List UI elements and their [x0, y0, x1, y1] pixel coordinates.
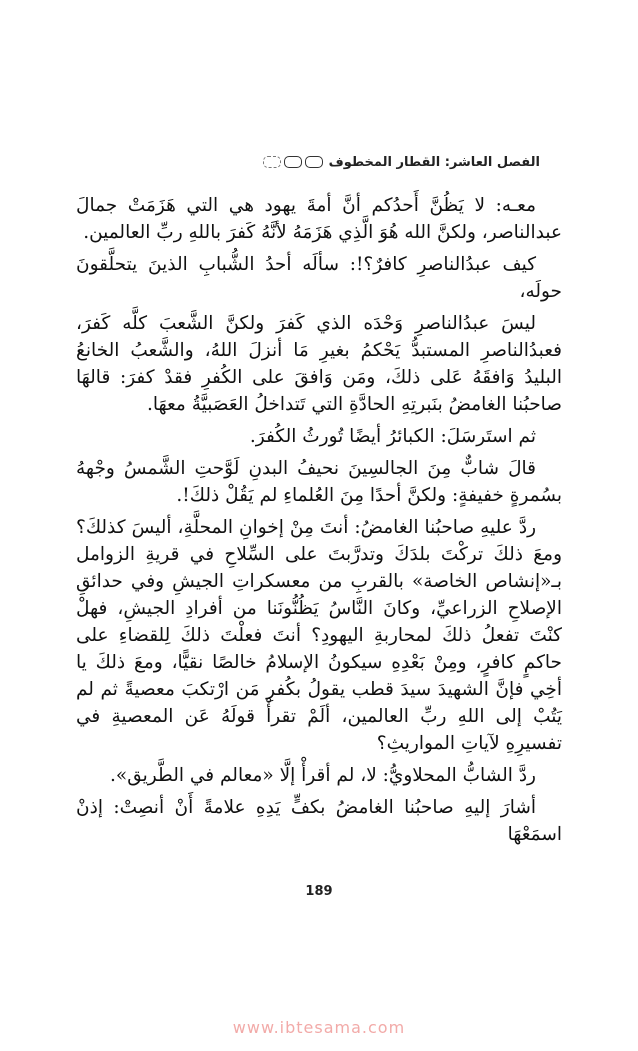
paragraph-7: ردَّ الشابُّ المحلاويُّ: لا، لم أقرأْ إلَّا «معالم في الطَّريق». [110, 765, 536, 786]
paragraph-5: قالَ شابٌّ مِنَ الجالسِينَ نحيفُ البدنِ لَوَّحتِ الشَّمسُ وجْههُ بسُمرةٍ خفيفةٍ: ولكنَّ أحدًا مِنَ العُلماءِ لم يَقُلْ ذلكَ!. [76, 458, 562, 506]
paragraph-3: ليسَ عبدُالناصرِ وَحْدَه الذي كَفرَ ولكنَّ الشَّعبَ كلَّه كَفرَ، فعبدُالناصرِ المستبدُّ يَحْكمُ بغيرِ مَا أنزلَ اللهُ، والشَّعبُ الخانعُ البليدُ وَافقَهُ عَلى ذلكَ، ومَن وَافقَ على الكُفرِ فقدْ كفرَ: قالهَا صاحبُنا الغامضُ بنَبرتِهِ الحادَّةِ التي تَتداخلُ العَصَبيَّةُ معهَا. [76, 313, 562, 415]
paragraph-8: أشارَ إليهِ صاحبُنا الغامضُ بكفٍّ يَدِهِ علامةً أَنْ أنصِتْ: إذنْ اسمَعْهَا [76, 797, 562, 845]
chapter-title: الفصل العاشر: القطار المخطوف [328, 154, 540, 170]
page-number: 189 [305, 884, 333, 899]
paragraph-6: ردَّ عليهِ صاحبُنا الغامضُ: أنتَ مِنْ إخوانِ المحلَّةِ، أليسَ كذلكَ؟ ومعَ ذلكَ تركْتَ بلدَكَ وتدرَّبتَ على السِّلاحِ في قريةِ الزوامل بـ«إنشاص الخاصة» بالقربِ من معسكراتِ الجيشِ وفي حدائقِ الإصلاحِ الزراعيِّ، وكانَ النَّاسُ يَظُنُّونَنا من أفرادِ الجيشِ، فهلْ كنْتَ تفعلُ ذلكَ لمحاربةِ اليهودِ؟ أنتَ فعلْتَ ذلكَ لِلقضاءِ على حاكمٍ كافرٍ، ومِنْ بَعْدِهِ سيكونُ الإسلامُ خالصًا نقيًّا، ومعَ ذلكَ يا أخِي فإنَّ الشهيدَ سيدَ قطب يقولُ بكُفرِ مَن ارْتكبَ معصيةً ثم لم يَتُبْ إلى اللهِ ربِّ العالمين، ألَمْ تقرأْ قولَهُ عَن المعصيةِ في تفسيرِهِ لآياتِ المواريثِ؟ [76, 517, 562, 754]
running-header [100, 150, 540, 174]
header-ornament-icon [263, 156, 323, 168]
body-text [76, 192, 562, 853]
paragraph-4: ثم استَرسَلَ: الكبائرُ أيضًا تُورثُ الكُفرَ. [249, 426, 536, 447]
ornament-shape [284, 156, 302, 168]
ornament-shape-dashed [263, 156, 281, 168]
ornament-shape [305, 156, 323, 168]
paragraph-1: معـه: لا يَظُنَّ أَحدُكم أنَّ أمةَ يهود هي التي هَزَمَتْ جمالَ عبدالناصر، ولكنَّ الله هُوَ الَّذِي هَزَمَهُ لأنَّهُ كَفرَ باللهِ ربِّ العالمين. [76, 195, 562, 243]
watermark-url[interactable]: www.ibtesama.com [232, 1018, 406, 1037]
paragraph-2: كيف عبدُالناصرِ كافرٌ؟!: سألَه أحدُ الشُّبابِ الذينَ يتحلَّقونَ حولَه، [76, 254, 562, 302]
